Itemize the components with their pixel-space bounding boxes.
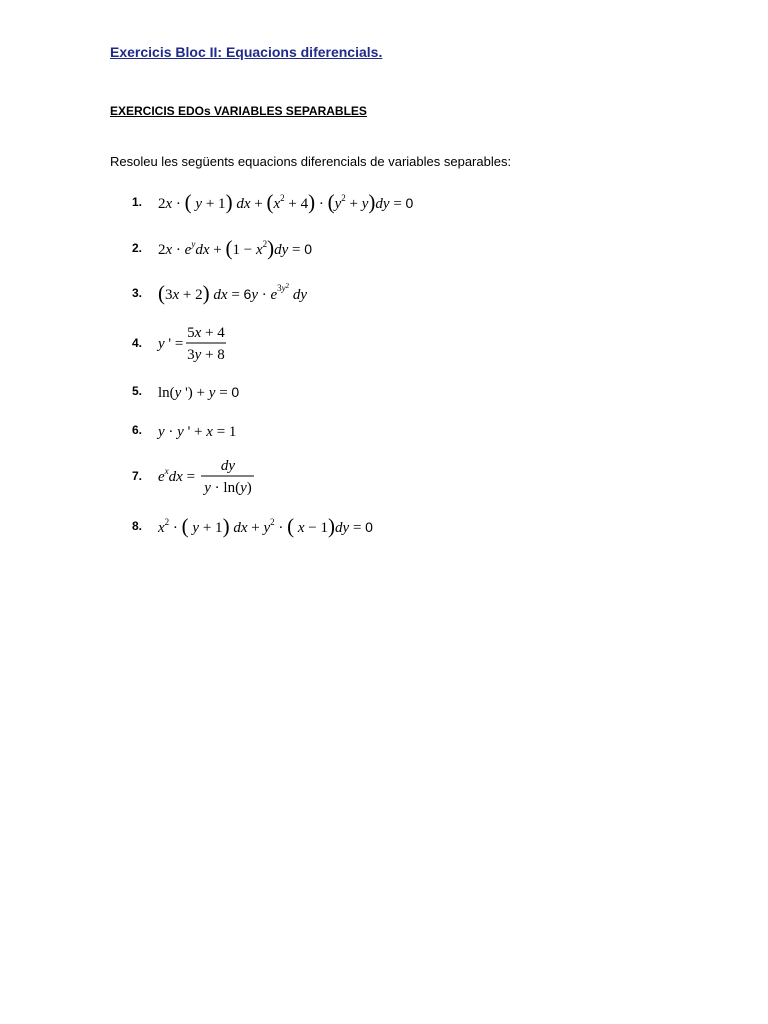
exercise-equation [158, 420, 308, 446]
exercise-2 [132, 238, 692, 274]
svg-text:2x · ( y + 1) dx + (x2 + 4) ·: 2x · ( y + 1) dx + $(x^2 + 4) \cdot (y^2 + y)dy = 0$ [158, 190, 414, 214]
equation-3-formula [158, 281, 418, 309]
exercise-number: 3. [132, 286, 143, 300]
exercise-4 [132, 322, 692, 363]
svg-text:x2 · ( y + 1) dx + y2 · ( x −: $x^2$ · ( y + 1) dx + $y^2$ · ( x − 1)dy = 0 [158, 514, 373, 538]
exercise-number: 1. [132, 195, 143, 209]
equation-7-formula [158, 456, 298, 498]
svg-text:y · ln(y): y · ln(y) [204, 480, 252, 496]
exercise-8 [132, 516, 692, 552]
svg-text:exdx =: $e^xdx$ = [158, 466, 196, 485]
instruction-text: Resoleu les següents equacions diferencials de variables separables: [110, 154, 512, 169]
exercise-equation [158, 192, 488, 218]
exercise-1 [132, 192, 692, 228]
svg-text:3y + 8: 3y + 8 [187, 347, 225, 363]
exercise-equation [158, 381, 308, 407]
exercise-7 [132, 456, 692, 496]
equation-1-formula [158, 192, 488, 218]
svg-text:(3x + 2) dx = 6y · e3y2 dy: (3x + 2) dx = $6y \cdot e^3y^2$ dy [158, 281, 308, 305]
exercise-number: 5. [132, 384, 143, 398]
svg-text:5x + 4: 5x + 4 [187, 325, 225, 341]
svg-text:ln(y ') + y = 0: ln(y ') + y = 0 [158, 384, 240, 401]
exercise-6 [132, 420, 692, 456]
exercise-equation [158, 322, 278, 364]
exercise-equation [158, 456, 298, 498]
exercise-3 [132, 283, 692, 319]
equation-6-formula [158, 420, 308, 446]
exercise-5 [132, 381, 692, 417]
exercise-number: 7. [132, 469, 143, 483]
svg-text:y · y ' + x = 1: y · y ' + x = 1 [158, 424, 237, 440]
equation-5-formula [158, 381, 308, 407]
exercise-number: 8. [132, 519, 143, 533]
exercise-number: 4. [132, 336, 143, 350]
exercise-equation [158, 281, 418, 309]
exercise-number: 6. [132, 423, 143, 437]
equation-2-formula [158, 238, 418, 264]
page-title: Exercicis Bloc II: Equacions diferencials. [110, 44, 383, 60]
exercise-equation [158, 516, 418, 542]
exercise-number: 2. [132, 241, 143, 255]
equation-8-formula [158, 516, 418, 542]
svg-text:2x · eydx + (1 − x2)dy = 0: $2x \cdot e^ydx + (1 - x^2)dy = 0$ [158, 236, 313, 260]
section-title: EXERCICIS EDOs VARIABLES SEPARABLES [110, 104, 367, 118]
exercise-equation [158, 238, 418, 264]
equation-4-formula [158, 322, 278, 364]
svg-text:y ' =: y ' = [158, 336, 184, 352]
svg-text:dy: dy [220, 458, 236, 474]
